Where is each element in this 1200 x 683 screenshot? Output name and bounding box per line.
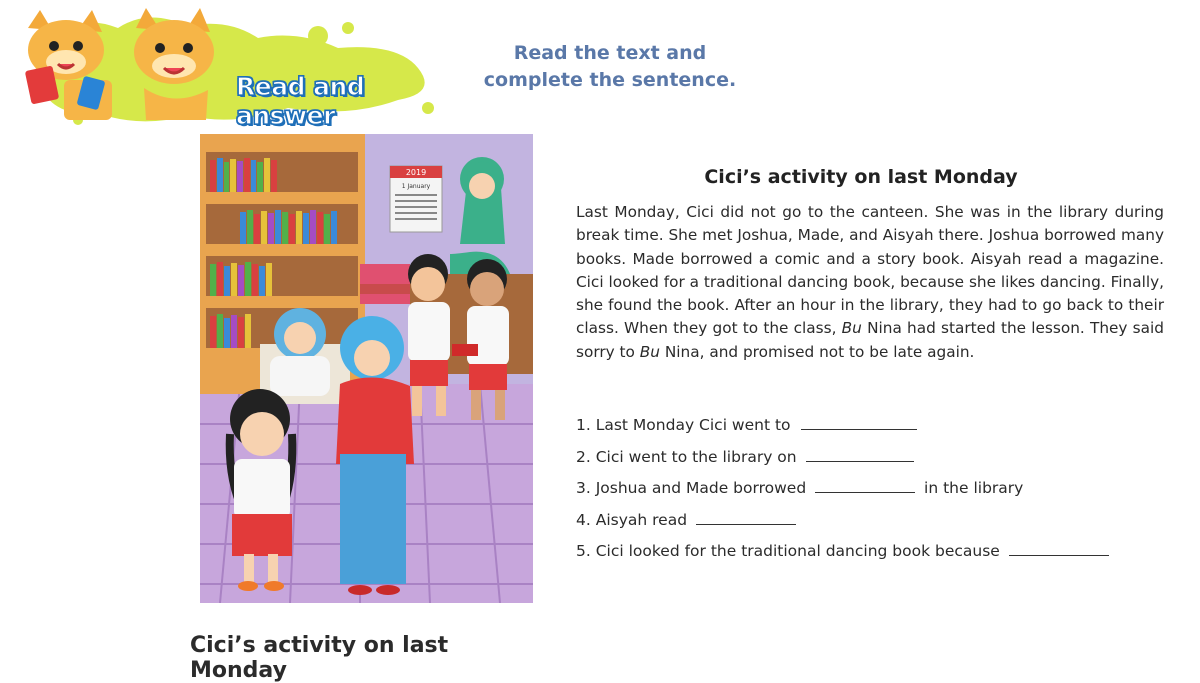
story-part-2: Nina had started the lesson. They said sorry to: [576, 319, 1164, 361]
question-4: [576, 508, 1176, 540]
story-part-3: Nina, and promised not to be late again.: [659, 342, 975, 361]
banner-title: Read and answer: [236, 72, 365, 130]
answer-blank-3[interactable]: [815, 478, 915, 493]
answer-blank-4[interactable]: [696, 510, 796, 525]
question-5-text: 5. Cici looked for the traditional dancing book because: [576, 542, 1000, 561]
question-3: [576, 476, 1176, 508]
question-2-text: 2. Cici went to the library on: [576, 447, 797, 466]
answer-blank-5[interactable]: [1009, 541, 1109, 556]
question-4-text: 4. Aisyah read: [576, 510, 688, 529]
answer-blank-2[interactable]: [806, 447, 914, 462]
instruction-line-2: complete the sentence.: [483, 69, 737, 91]
story-text: [576, 201, 1164, 364]
story-part-1: Last Monday, Cici did not go to the canteen. She was in the library during break time. She met Joshua, Made, and Aisyah there. Joshua borrowed many books. Made borrowed a comic and a story book. Aisyah read a magazine. Cici looked for a traditional dancing book, because she likes dancing. Finally, she found the book. After an hour in the library, they had to go back to their class. When they got to the class,: [576, 203, 1164, 338]
calendar-month: 1 January: [401, 183, 431, 190]
instruction-line-1: Read the text and: [513, 42, 707, 64]
question-3-text: 3. Joshua and Made borrowed: [576, 479, 807, 498]
instruction-text: [480, 40, 740, 94]
calendar-year: 2019: [405, 168, 427, 177]
answer-blank-1[interactable]: [801, 415, 917, 430]
question-list: [576, 413, 1176, 571]
question-3-suffix: in the library: [924, 479, 1024, 498]
story-title: Cici’s activity on last Monday: [704, 166, 1018, 188]
header-banner: [18, 8, 458, 128]
story-honorific-2: Bu: [639, 342, 660, 361]
illustration-caption: Cici’s activity on last Monday: [190, 633, 449, 683]
question-2: [576, 445, 1176, 477]
question-1-text: 1. Last Monday Cici went to: [576, 416, 791, 434]
library-scene-illustration: [200, 134, 533, 603]
question-5: [576, 539, 1176, 571]
story-honorific-1: Bu: [841, 319, 862, 338]
question-1: [576, 413, 1176, 445]
